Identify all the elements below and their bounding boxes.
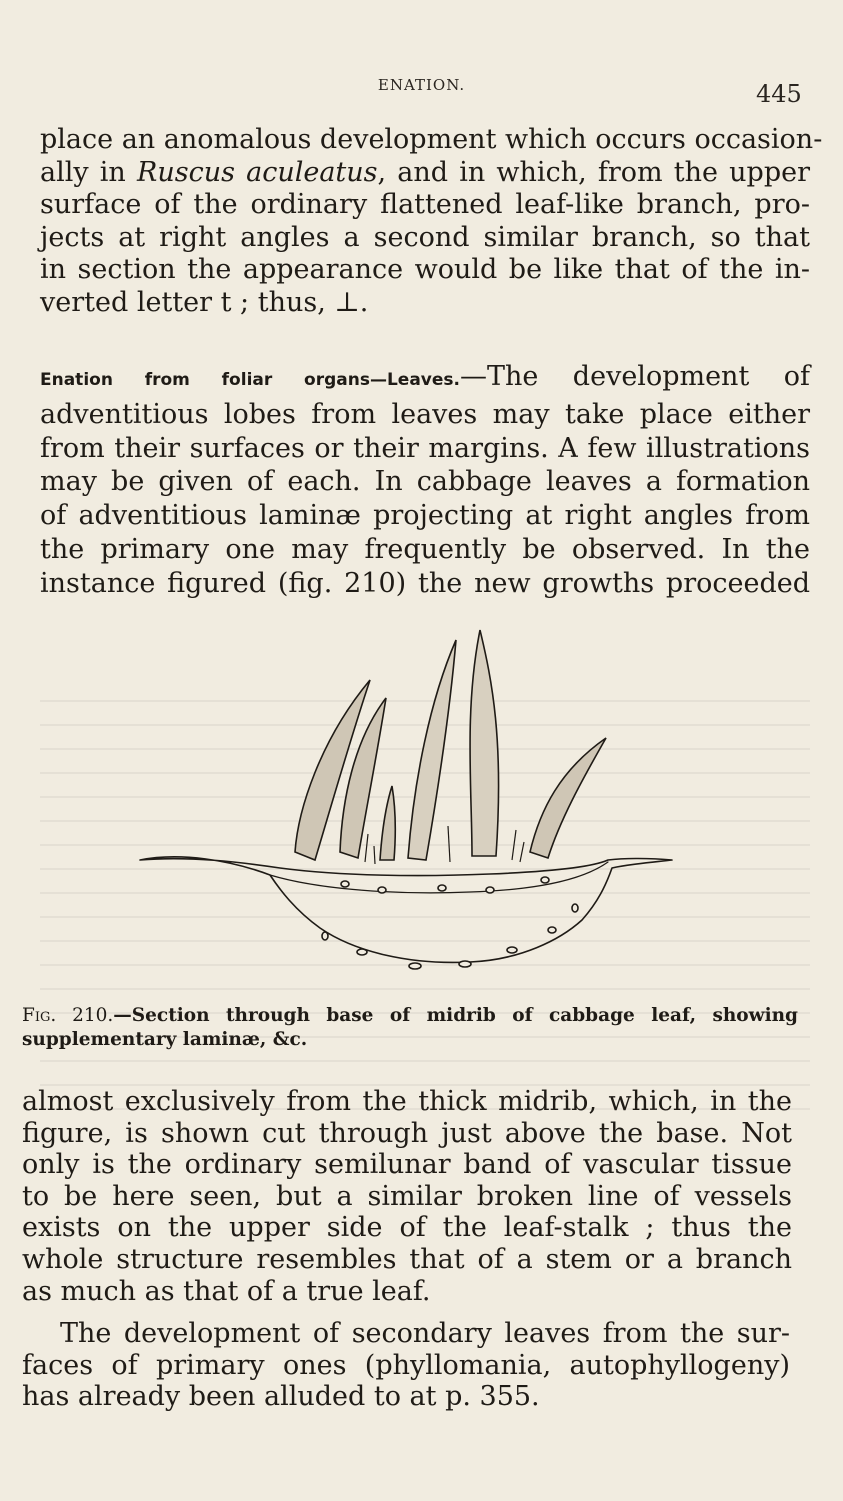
- line-end: .: [359, 286, 369, 318]
- paragraph-line: almost exclusively from the thick midrib, which, in the: [22, 1086, 792, 1117]
- line-start: ally in: [40, 156, 137, 188]
- caption-line: supplementary laminæ, &c.: [22, 1029, 308, 1050]
- paragraph-line: The development of secondary leaves from the sur-: [60, 1318, 790, 1349]
- supplementary-lamina: [470, 630, 499, 856]
- vascular-bundle: [459, 961, 471, 967]
- paragraph-line: the primary one may frequently be observed. In the: [40, 533, 810, 565]
- vascular-bundle: [438, 885, 446, 891]
- vascular-bundle: [541, 877, 549, 883]
- page-number: 445: [756, 80, 802, 108]
- paragraph-line: whole structure resembles that of a stem or a branch: [22, 1243, 792, 1275]
- vascular-bundle: [409, 963, 421, 969]
- paragraph-line: to be here seen, but a similar broken line of vessels: [22, 1180, 792, 1212]
- paragraph-3: [22, 1086, 792, 1307]
- paragraph-line: figure, is shown cut through just above the base. Not: [22, 1117, 792, 1149]
- paragraph-line: [40, 360, 810, 398]
- vascular-bundle: [322, 932, 328, 940]
- line-rest: , and in which, from the upper: [377, 156, 811, 188]
- bristle: [520, 842, 524, 862]
- paragraph-line: may be given of each. In cabbage leaves a formation: [40, 466, 810, 498]
- line-start: verted letter t ; thus,: [40, 286, 335, 318]
- paragraph-1: [40, 124, 823, 320]
- section-side-head: Enation from foliar organs—Leaves.: [40, 370, 460, 390]
- paragraph-line: exists on the upper side of the leaf-stalk ; thus the: [22, 1212, 792, 1244]
- paragraph-line: place an anomalous development which occurs occasion-: [40, 124, 823, 155]
- bristle: [448, 826, 450, 862]
- vascular-bundle: [548, 927, 556, 933]
- paragraph-line: faces of primary ones (phyllomania, autophyllogeny): [22, 1349, 790, 1381]
- paragraph-line: as much as that of a true leaf.: [22, 1275, 431, 1307]
- running-head: ENATION.: [377, 76, 466, 94]
- supplementary-lamina: [380, 786, 395, 860]
- vascular-bundle: [378, 887, 386, 893]
- paragraph-line: has already been alluded to at p. 355.: [22, 1381, 540, 1413]
- paragraph-line: only is the ordinary semilunar band of vascular tissue: [22, 1149, 792, 1181]
- paragraph-line: of adventitious laminæ projecting at right angles from: [40, 500, 810, 532]
- vascular-bundle: [507, 947, 517, 953]
- paragraph-line: adventitious lobes from leaves may take place either: [40, 398, 810, 430]
- caption-text: —Section through base of midrib of cabbage leaf, showing: [113, 1005, 798, 1026]
- paragraph-2: [40, 360, 810, 601]
- paragraph-line: from their surfaces or their margins. A few illustrations: [40, 432, 810, 464]
- vascular-bundle: [572, 904, 578, 912]
- bristle: [374, 846, 375, 864]
- supplementary-lamina: [530, 738, 606, 858]
- vascular-bundle: [357, 949, 367, 955]
- bristle: [512, 830, 516, 860]
- paragraph-line: in section the appearance would be like that of the in-: [40, 254, 810, 286]
- line-rest: —The development of: [459, 361, 810, 392]
- midrib-outline: [140, 857, 672, 963]
- paragraph-4: [22, 1318, 790, 1413]
- supplementary-lamina: [408, 640, 456, 860]
- figure-caption: [22, 1004, 798, 1052]
- vascular-bundle: [341, 881, 349, 887]
- vascular-bundle: [486, 887, 494, 893]
- paragraph-line: surface of the ordinary flattened leaf-like branch, pro-: [40, 189, 810, 221]
- paragraph-line: instance figured (fig. 210) the new growths proceeded: [40, 567, 810, 599]
- species-name: Ruscus aculeatus: [137, 156, 378, 188]
- cabbage-leaf-section-figure: [120, 590, 680, 995]
- figure-label: Fig. 210.: [22, 1005, 114, 1026]
- paragraph-line: [40, 157, 810, 190]
- paragraph-line: [40, 287, 810, 320]
- caption-line: [22, 1004, 798, 1028]
- bristle: [365, 834, 368, 862]
- inverted-t-symbol: ⊥: [334, 286, 360, 318]
- paragraph-line: jects at right angles a second similar branch, so that: [40, 221, 810, 253]
